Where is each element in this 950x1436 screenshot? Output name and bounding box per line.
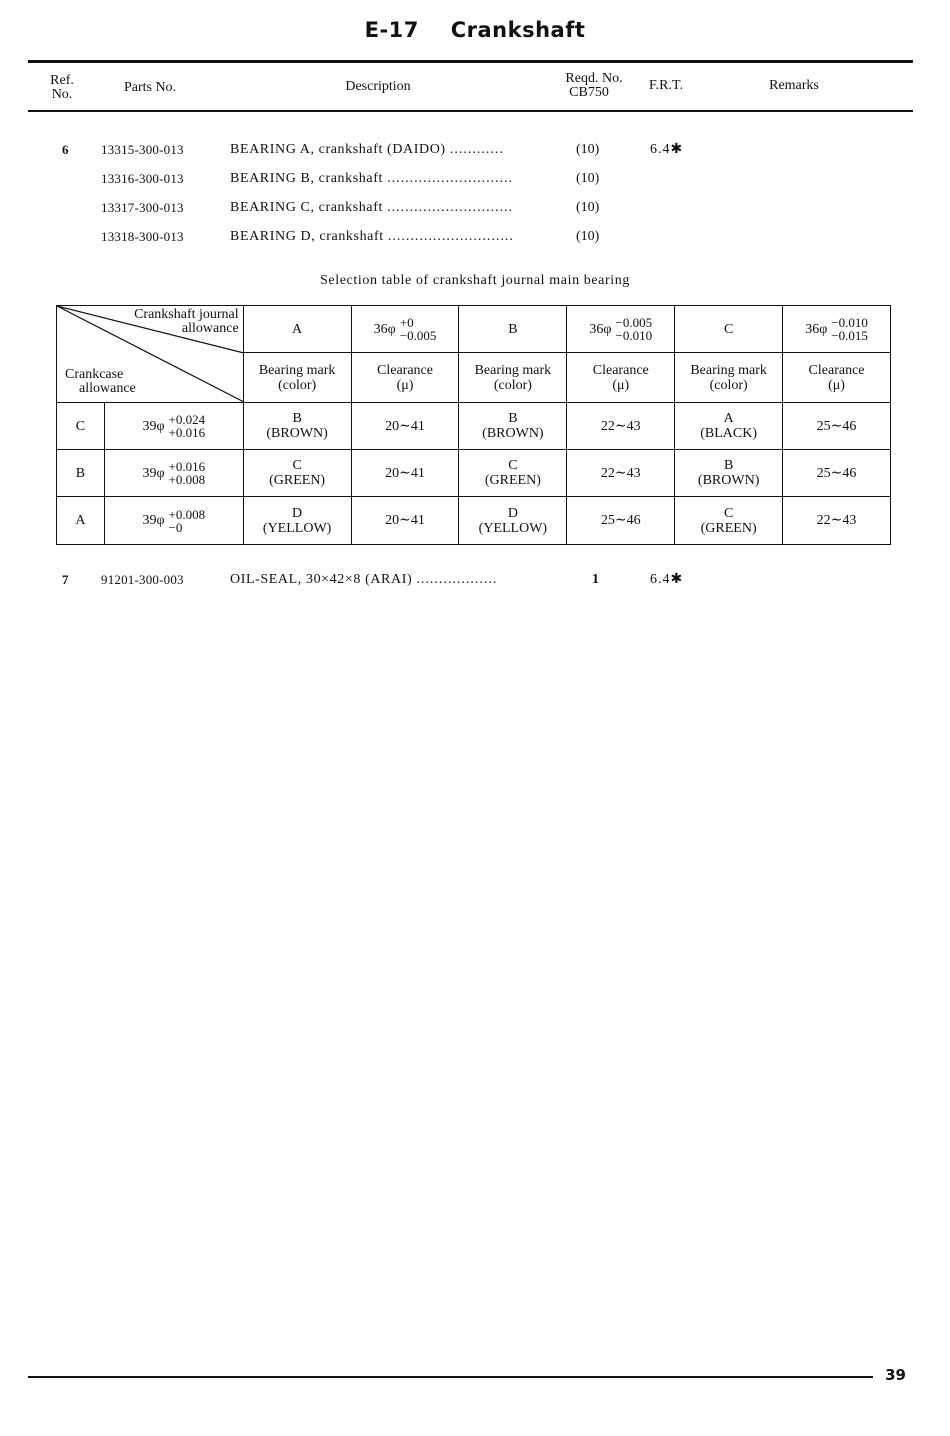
part-number: 13316-300-013 [101, 171, 184, 186]
crankcase-allowance-label: Crankcase allowance [65, 367, 136, 396]
col-parts-no: Parts No. [123, 80, 177, 95]
journal-tolerance: 36φ −0.005 −0.010 [567, 306, 675, 353]
col-reqd-line1: Reqd. No. [565, 71, 623, 86]
col-ref-no [40, 74, 84, 102]
part-qty: (10) [576, 142, 600, 157]
selection-table-caption: Selection table of crankshaft journal main bearing [320, 273, 630, 288]
header-top-rule [28, 60, 913, 63]
journal-grade: A [243, 306, 351, 353]
col-reqd-line2: CB750 [569, 85, 609, 100]
journal-grade: B [459, 306, 567, 353]
clearance-cell: 22∼43 [567, 403, 675, 450]
selection-table [56, 305, 891, 545]
part-number: 13315-300-013 [101, 142, 184, 157]
col-description: Description [345, 79, 411, 94]
table-row [57, 403, 891, 450]
case-tolerance: 39φ +0.016 +0.008 [104, 450, 243, 497]
case-tolerance: 39φ +0.008 −0 [104, 497, 243, 545]
clearance-header: Clearance (μ) [567, 353, 675, 403]
clearance-cell: 22∼43 [567, 450, 675, 497]
bearing-mark-header: Bearing mark (color) [243, 353, 351, 403]
part-number: 91201-300-003 [101, 572, 184, 587]
journal-grade-row [57, 306, 891, 353]
bearing-mark-cell: C (GREEN) [675, 497, 783, 545]
page-title [0, 18, 950, 42]
clearance-header: Clearance (μ) [783, 353, 891, 403]
journal-tolerance: 36φ −0.010 −0.015 [783, 306, 891, 353]
case-grade: A [57, 497, 105, 545]
bearing-mark-cell: B (BROWN) [675, 450, 783, 497]
part-description: BEARING D, crankshaft ............................ [230, 229, 514, 244]
header-bottom-rule [28, 110, 913, 112]
footer-rule [28, 1376, 873, 1378]
journal-grade: C [675, 306, 783, 353]
clearance-cell: 25∼46 [567, 497, 675, 545]
bearing-mark-header: Bearing mark (color) [459, 353, 567, 403]
journal-tolerance: 36φ +0 −0.005 [351, 306, 459, 353]
case-tolerance: 39φ +0.024 +0.016 [104, 403, 243, 450]
part-ref: 7 [62, 572, 69, 587]
clearance-cell: 25∼46 [783, 450, 891, 497]
col-reqd-no [548, 72, 640, 100]
page-number: 39 [885, 1366, 906, 1384]
clearance-cell: 20∼41 [351, 450, 459, 497]
col-remarks: Remarks [769, 78, 819, 93]
col-frt: F.R.T. [648, 78, 683, 93]
part-qty: (10) [576, 171, 600, 186]
table-row [57, 450, 891, 497]
part-frt: 6.4✱ [650, 572, 684, 587]
part-qty: 1 [592, 572, 599, 587]
bearing-mark-cell: B (BROWN) [459, 403, 567, 450]
col-ref-line1: Ref. [50, 73, 74, 88]
bearing-mark-cell: C (GREEN) [243, 450, 351, 497]
bearing-mark-cell: D (YELLOW) [243, 497, 351, 545]
col-ref-line2: No. [51, 87, 73, 102]
part-qty: (10) [576, 200, 600, 215]
clearance-cell: 22∼43 [783, 497, 891, 545]
clearance-cell: 25∼46 [783, 403, 891, 450]
bearing-mark-cell: C (GREEN) [459, 450, 567, 497]
clearance-cell: 20∼41 [351, 403, 459, 450]
corner-header-cell [57, 306, 244, 403]
part-number: 13318-300-013 [101, 229, 184, 244]
part-number: 13317-300-013 [101, 200, 184, 215]
part-description: BEARING C, crankshaft ............................ [230, 200, 514, 215]
table-row [57, 497, 891, 545]
case-grade: C [57, 403, 105, 450]
bearing-mark-cell: B (BROWN) [243, 403, 351, 450]
bearing-mark-header: Bearing mark (color) [675, 353, 783, 403]
part-frt: 6.4✱ [650, 142, 684, 157]
clearance-header: Clearance (μ) [351, 353, 459, 403]
section-code: E-17 [364, 18, 419, 42]
journal-allowance-label: Crankshaft journal allowance [134, 307, 239, 336]
part-description: OIL-SEAL, 30×42×8 (ARAI) .................. [230, 572, 498, 587]
part-qty: (10) [576, 229, 600, 244]
case-grade: B [57, 450, 105, 497]
bearing-mark-cell: D (YELLOW) [459, 497, 567, 545]
clearance-cell: 20∼41 [351, 497, 459, 545]
bearing-mark-cell: A (BLACK) [675, 403, 783, 450]
part-description: BEARING B, crankshaft ............................ [230, 171, 514, 186]
section-title: Crankshaft [450, 18, 586, 42]
part-ref: 6 [62, 142, 69, 157]
part-description: BEARING A, crankshaft (DAIDO) ............ [230, 142, 504, 157]
